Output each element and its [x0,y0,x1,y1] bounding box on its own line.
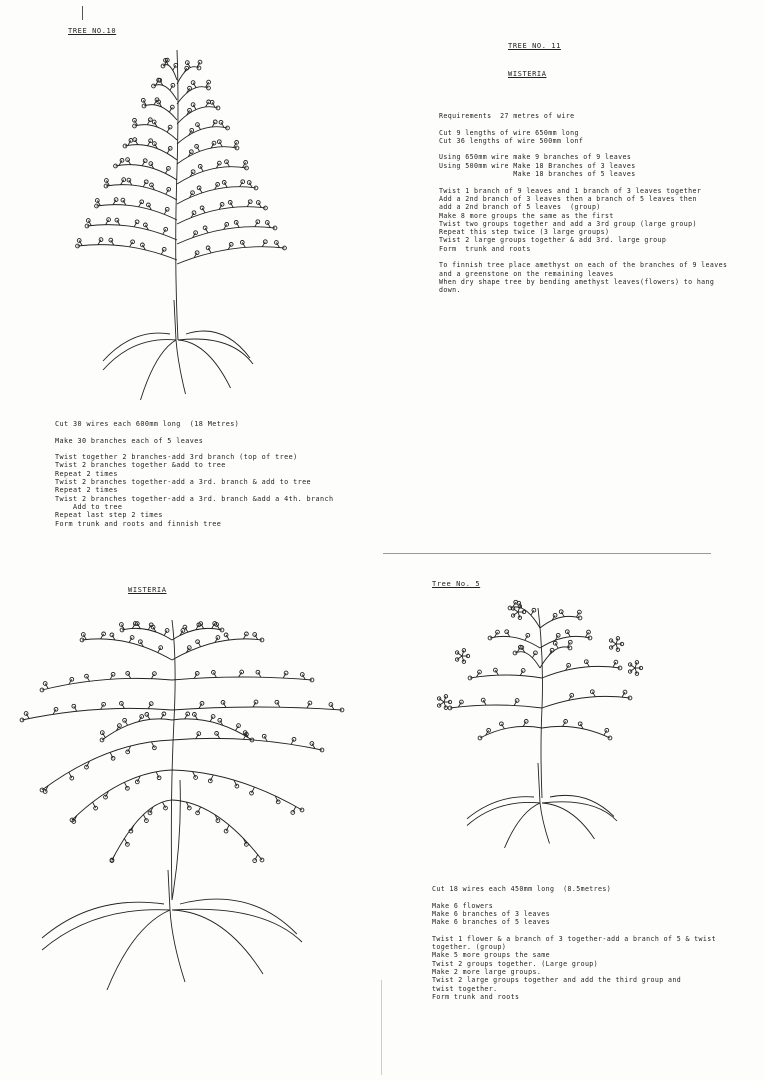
instruction-line [439,253,727,261]
leaf-bead [208,779,212,783]
leaf-bead [100,731,104,735]
leaf-bead [118,724,122,728]
tree-11-subtitle: WISTERIA [508,70,547,78]
instruction-line: Form trunk and roots and finnish tree [55,519,222,528]
instruction-line: When dry shape tree by bending amethyst leaves(flowers) to hang [439,277,715,286]
leaf-bead [185,61,189,65]
instruction-line: Make 18 branches of 5 leaves [439,170,636,179]
leaf-bead [609,639,612,642]
leaf-bead [628,663,631,666]
instruction-line: Make 30 branches each of 5 leaves [55,436,204,445]
leaf-bead [148,811,152,815]
instruction-line [432,893,716,901]
instruction-line: Cut 36 lengths of wire 500mm lonf [439,136,584,145]
leaf-bead [196,811,200,815]
leaf-bead [126,786,130,790]
leaf-bead [437,697,440,700]
tree-10-instructions [55,420,334,528]
leaf-bead [72,704,76,708]
instruction-line: Make 6 branches of 3 leaves [432,909,550,918]
leaf-bead [120,159,124,163]
leaf-bead [587,630,591,634]
instruction-line: add a 2nd branch of 5 leaves (group) [439,203,601,212]
leaf-bead [157,776,161,780]
leaf-bead [109,238,113,242]
leaf-bead [149,139,153,143]
tree-5-title: Tree No. 5 [432,580,481,588]
leaf-bead [197,732,201,736]
leaf-bead [262,734,266,738]
tree-5-drawing [430,598,650,868]
tree-10-title: TREE NO.10 [68,27,117,35]
instruction-line: Requirements 27 metres of wire [439,112,575,120]
leaf-bead [455,651,458,654]
instruction-line: down. [439,286,461,295]
instruction-line: Form trunk and roots [439,244,531,253]
leaf-bead [244,161,248,165]
page-divider-horizontal [383,553,711,554]
leaf-bead [496,630,500,634]
leaf-bead [559,610,563,614]
instruction-line: Cut 18 wires each 450mm long (8.5metres) [432,885,612,893]
leaf-bead [127,178,131,182]
leaf-bead [153,672,157,676]
leaf-bead [187,646,191,650]
leaf-bead [481,698,485,702]
leaf-bead [141,98,145,102]
leaf-bead [628,670,631,673]
tree-10-drawing [70,40,370,430]
leaf-bead [168,147,172,151]
instruction-line: Repeat 2 times [55,486,118,495]
instruction-line: Twist two groups together and add a 3rd group (large group) [439,219,697,228]
leaf-bead [505,630,509,634]
leaf-bead [111,756,115,760]
page-divider-vertical [381,980,382,1075]
instruction-line: Twist 1 branch of 9 leaves and 1 branch of 3 leaves together [439,186,702,195]
leaf-bead [149,702,153,706]
instruction-line: Using 650mm wire make 9 branches of 9 leaves [439,153,632,162]
leaf-bead [126,750,130,754]
instruction-line: Make 8 more groups the same as the first [439,211,614,220]
leaf-bead [139,640,143,644]
leaf-bead [245,843,249,847]
leaf-bead [126,843,130,847]
instruction-line: Twist 2 branches together &add to tree [55,461,226,470]
leaf-bead [568,640,572,644]
leaf-bead [584,660,588,664]
leaf-bead [235,141,239,145]
leaf-bead [494,668,498,672]
leaf-bead [550,648,554,652]
instruction-line: twist together. [432,984,498,993]
instruction-line: Twist 1 flower & a branch of 3 together-add a branch of 5 & twist [432,934,717,943]
leaf-bead [511,614,514,617]
leaf-bead [237,724,241,728]
leaf-bead [196,640,200,644]
leaf-bead [159,646,163,650]
instruction-line: Twist 2 branches together-add a 3rd. branch & add to tree [55,478,312,487]
leaf-bead [578,610,582,614]
leaf-bead [275,700,279,704]
instruction-line [55,428,334,436]
instruction-line: Make 5 more groups the same [432,951,550,960]
instruction-line: Twist 2 large groups together & add 3rd. large group [439,236,667,245]
tree-11-instructions [439,112,727,295]
instruction-line: Repeat last step 2 times [55,511,163,520]
instruction-line: together. (group) [432,943,507,952]
leaf-bead [213,120,217,124]
leaf-bead [135,780,139,784]
leaf-bead [187,806,191,810]
instruction-line: Cut 9 lengths of wire 650mm long [439,128,579,137]
instruction-line: Twist 2 groups together. (Large group) [432,959,599,968]
instruction-line: Make 2 more large groups. [432,967,542,976]
instruction-line: Add to tree [55,502,123,511]
leaf-bead [198,60,202,64]
leaf-bead [276,800,280,804]
instruction-line: Repeat this step twice (3 large groups) [439,228,610,237]
leaf-bead [188,86,192,90]
leaf-bead [217,161,221,165]
instruction-line: Form trunk and roots [432,992,520,1001]
leaf-bead [147,203,151,207]
leaf-bead [614,660,618,664]
leaf-bead [256,670,260,674]
leaf-bead [153,746,157,750]
leaf-bead [240,670,244,674]
instruction-line [439,145,727,153]
tree-11-title: TREE NO. 11 [508,42,561,50]
leaf-bead [553,641,557,645]
leaf-bead [168,125,172,129]
leaf-bead [609,646,612,649]
instruction-line [432,926,716,934]
instruction-line: Using 500mm wire Make 18 Branches of 3 leaves [439,161,636,170]
instruction-line [439,120,727,128]
instruction-line: Twist together 2 branches-add 3rd branch (top of tree) [55,453,298,462]
leaf-bead [144,223,148,227]
scan-mark [82,6,83,20]
leaf-bead [141,243,145,247]
instruction-line: Repeat 2 times [55,469,118,478]
instruction-line: Twist 2 large groups together and add the third group and [432,976,682,985]
wisteria-title: WISTERIA [128,586,167,594]
instruction-line [439,178,727,186]
leaf-bead [77,239,81,243]
wisteria-drawing [12,600,372,1020]
leaf-bead [130,636,134,640]
instruction-line: Make 6 branches of 5 leaves [432,918,550,927]
instruction-line: Twist 2 branches together-add a 3rd. branch &add a 4th. branch [55,494,334,503]
tree-5-instructions [432,885,716,1001]
leaf-bead [590,690,594,694]
leaf-bead [565,630,569,634]
leaf-bead [623,690,627,694]
instruction-line: Cut 30 wires each 600mm long (18 Metres) [55,420,240,428]
leaf-bead [225,223,229,227]
instruction-line: Make 6 flowers [432,901,494,910]
leaf-bead [183,625,187,629]
leaf-bead [437,704,440,707]
instruction-line: Add a 2nd branch of 3 leaves then a branch of 5 leaves then [439,194,697,203]
leaf-bead [85,674,89,678]
leaf-bead [229,243,233,247]
instruction-line [55,445,334,453]
leaf-bead [195,145,199,149]
instruction-line: and a greenstone on the remaining leaves [439,269,614,278]
leaf-bead [129,139,133,143]
leaf-bead [455,658,458,661]
instruction-line: To finnish tree place amethyst on each of the branches of 9 leaves [439,261,728,270]
leaf-bead [532,608,536,612]
